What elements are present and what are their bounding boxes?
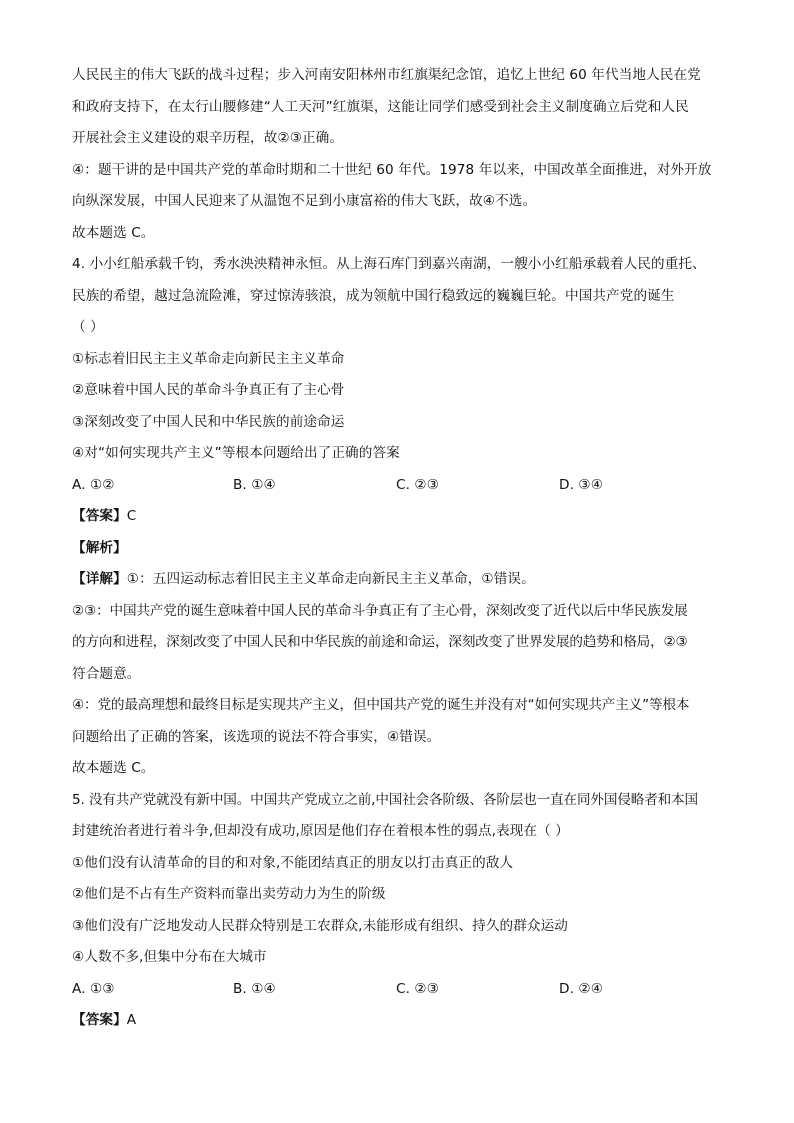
- q4-analysis-tag: 【解析】: [72, 539, 127, 556]
- q5-answer-value: A: [126, 1012, 137, 1028]
- document-page: [72, 60, 722, 1037]
- intro-line-6: 故本题选 C。: [72, 224, 155, 241]
- q5-stem-line-2: 封建统治者进行着斗争,但却没有成功,原因是他们存在着根本性的弱点,表现在（ ）: [72, 823, 569, 839]
- q5-answer-tag: 【答案】: [72, 1012, 127, 1028]
- q4-option-a: A. ①②: [72, 476, 115, 493]
- q5-option-b: B. ①④: [233, 980, 276, 997]
- intro-line-3: 开展社会主义建设的艰辛历程，故②③正确。: [72, 130, 344, 146]
- q4-detail-text-1: ①：五四运动标志着旧民主主义革命走向新民主主义革命，①错误。: [126, 571, 535, 587]
- q5-statement-4: ④人数不多,但集中分布在大城市: [72, 949, 267, 965]
- q4-conclusion: 故本题选 C。: [72, 760, 155, 776]
- q4-answer-value: C: [126, 508, 137, 524]
- q5-statement-1: ①他们没有认清革命的目的和对象,不能团结真正的朋友以打击真正的敌人: [72, 854, 514, 871]
- q4-detail-line-2: ②③：中国共产党的诞生意味着中国人民的革命斗争真正有了主心骨，深刻改变了近代以后中华民族发展: [72, 602, 688, 619]
- intro-line-2: 和政府支持下，在太行山腰修建“人工天河”红旗渠，这能让同学们感受到社会主义制度确立后党和人民: [72, 98, 689, 115]
- intro-line-1: 人民民主的伟大飞跃的战斗过程；步入河南安阳林州市红旗渠纪念馆，追忆上世纪 60 年代当地人民在党: [72, 67, 701, 83]
- q5-options: [72, 974, 722, 1006]
- intro-line-5: 向纵深发展，中国人民迎来了从温饱不足到小康富裕的伟大飞跃，故④不选。: [72, 193, 537, 209]
- q4-option-d: D. ③④: [559, 476, 603, 493]
- q4-detail-tag: 【详解】: [72, 571, 127, 587]
- q4-analysis-heading: [72, 533, 722, 565]
- intro-line-4: ④：题干讲的是中国共产党的革命时期和二十世纪 60 年代。1978 年以来，中国改革全面推进，对外开放: [72, 161, 712, 178]
- q5-statement-2: ②他们是不占有生产资料而靠出卖劳动力为生的阶级: [72, 886, 386, 902]
- q4-options: [72, 470, 722, 502]
- q4-stem-line-2: 民族的希望，越过急流险滩，穿过惊涛骇浪，成为领航中国行稳致远的巍巍巨轮。中国共产党的诞生: [72, 287, 675, 304]
- q4-detail-line-6: 问题给出了正确的答案，该选项的说法不符合事实，④错误。: [72, 728, 441, 745]
- q4-stem-line-1: 4. 小小红船承载千钧，秀水泱泱精神永恒。从上海石库门到嘉兴南湖，一艘小小红船承载着人民的重托、: [72, 256, 706, 272]
- q5-answer: [72, 1005, 722, 1037]
- q5-stem-line-1: 5. 没有共产党就没有新中国。中国共产党成立之前,中国社会各阶级、各阶层也一直在同外国侵略者和本国: [72, 791, 698, 808]
- q4-option-b: B. ①④: [233, 476, 276, 493]
- q5-option-d: D. ②④: [559, 980, 603, 997]
- q4-option-c: C. ②③: [396, 476, 440, 493]
- q4-detail-line-5: ④：党的最高理想和最终目标是实现共产主义，但中国共产党的诞生并没有对“如何实现共产主义”等根本: [72, 697, 690, 713]
- q5-statement-3: ③他们没有广泛地发动人民群众特别是工农群众,未能形成有组织、持久的群众运动: [72, 917, 568, 934]
- q5-option-c: C. ②③: [396, 980, 440, 997]
- q4-statement-1: ①标志着旧民主主义革命走向新民主主义革命: [72, 350, 345, 367]
- q4-detail-line-4: 符合题意。: [72, 665, 141, 682]
- q4-statement-3: ③深刻改变了中国人民和中华民族的前途命运: [72, 413, 345, 430]
- q4-stem-blank: （ ）: [72, 319, 104, 335]
- q4-statement-4: ④对“如何实现共产主义”等根本问题给出了正确的答案: [72, 445, 400, 461]
- q5-option-a: A. ①③: [72, 980, 115, 997]
- q4-answer-tag: 【答案】: [72, 508, 127, 524]
- q4-detail-line-3: 的方向和进程，深刻改变了中国人民和中华民族的前途和命运，深刻改变了世界发展的趋势和格局，②③: [72, 634, 688, 650]
- q4-statement-2: ②意味着中国人民的革命斗争真正有了主心骨: [72, 382, 345, 398]
- q4-answer: [72, 501, 722, 533]
- q4-detail-line-1: [72, 564, 722, 596]
